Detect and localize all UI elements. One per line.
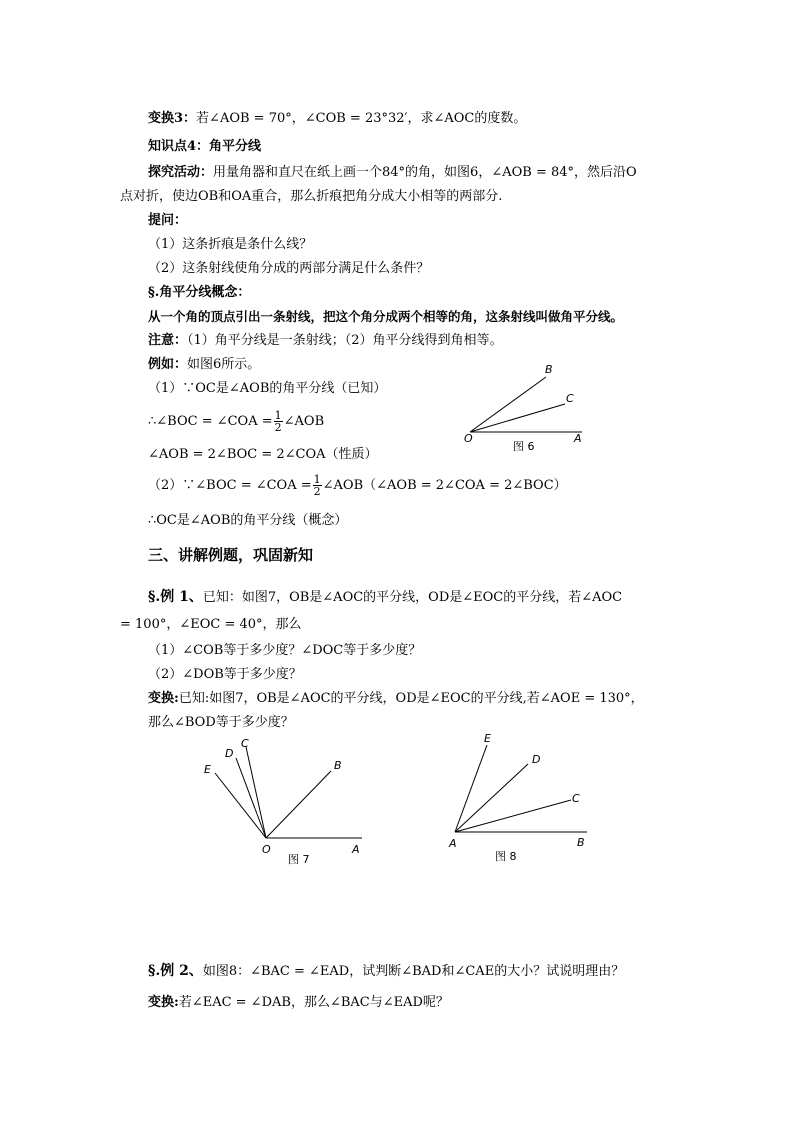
example-1-cont: = 100°，∠EOC = 40°，那么 bbox=[120, 617, 302, 632]
example-2 bbox=[148, 962, 624, 981]
fig7-label-d: D bbox=[225, 747, 234, 760]
label-variation-2: 变换: bbox=[148, 995, 179, 1010]
fig6-label-o: O bbox=[464, 432, 473, 445]
text-example: 如图6所示。 bbox=[187, 357, 261, 372]
label-variation-3: 变换3： bbox=[148, 111, 197, 126]
fig7-label-b: B bbox=[334, 759, 342, 772]
proof-line-2-pre: ∴∠BOC = ∠COA = bbox=[148, 414, 273, 429]
example-1-q2: （2）∠DOB等于多少度？ bbox=[148, 667, 302, 682]
text-explore: 用量角器和直尺在纸上画一个84°的角，如图6，∠AOB = 84°，然后沿O bbox=[213, 165, 637, 180]
text-variation-3: 若∠AOB = 70°，∠COB = 23°32′，求∠AOC的度数。 bbox=[196, 111, 527, 126]
fig7-caption: 图 7 bbox=[288, 853, 310, 866]
fig8-label-e: E bbox=[484, 732, 491, 745]
label-example-2: §.例 2、 bbox=[148, 963, 203, 979]
fig6-label-c: C bbox=[566, 392, 574, 405]
fig6-caption: 图 6 bbox=[513, 440, 535, 453]
example-1-q1: （1）∠COB等于多少度？∠DOC等于多少度？ bbox=[148, 643, 422, 658]
variation-line bbox=[148, 690, 644, 708]
fig7-label-a: A bbox=[352, 843, 360, 856]
label-note: 注意： bbox=[148, 333, 188, 348]
label-example: 例如： bbox=[148, 357, 188, 372]
proof-line-5: ∴OC是∠AOB的角平分线（概念） bbox=[148, 513, 348, 528]
fig7-label-o: O bbox=[262, 843, 271, 856]
line-explore bbox=[148, 164, 637, 182]
fig8-ray-ae bbox=[455, 745, 487, 832]
line-note bbox=[148, 332, 503, 350]
fig8-label-a: A bbox=[449, 837, 457, 850]
variation-cont: 那么∠BOD等于多少度？ bbox=[148, 715, 294, 730]
section-heading: 三、讲解例题，巩固新知 bbox=[148, 546, 314, 564]
proof-line-2 bbox=[148, 408, 324, 436]
line-variation-3 bbox=[148, 110, 526, 128]
text-example-1: 已知：如图7，OB是∠AOC的平分线，OD是∠EOC的平分线，若∠AOC bbox=[202, 590, 623, 605]
example-1 bbox=[148, 588, 622, 607]
proof-line-4-pre: （2）∵∠BOC = ∠COA = bbox=[148, 478, 312, 493]
text-variation-2: 若∠EAC = ∠DAB，那么∠BAC与∠EAD呢？ bbox=[178, 995, 449, 1010]
fig7-label-c: C bbox=[241, 737, 249, 750]
fig8-label-c: C bbox=[572, 792, 580, 805]
fraction-num: 1 bbox=[274, 409, 282, 422]
fig6-ray-oc bbox=[470, 404, 565, 432]
fraction-half-2 bbox=[313, 474, 322, 497]
fraction-num-2: 1 bbox=[313, 473, 321, 486]
proof-line-1: （1）∵OC是∠AOB的角平分线（已知） bbox=[148, 381, 387, 396]
text-variation: 已知:如图7，OB是∠AOC的平分线，OD是∠EOC的平分线,若∠AOE = 130°， bbox=[178, 691, 644, 706]
proof-line-2-post: ∠AOB bbox=[283, 414, 325, 429]
question-1: （1）这条折痕是条什么线？ bbox=[148, 237, 313, 252]
label-variation: 变换: bbox=[148, 691, 179, 706]
proof-line-4 bbox=[148, 472, 567, 500]
heading-bisector-concept: §.角平分线概念： bbox=[148, 285, 251, 300]
fraction-half bbox=[274, 410, 283, 433]
fraction-den: 2 bbox=[274, 421, 282, 434]
line-explore-cont: 点对折，使边OB和OA重合，那么折痕把角分成大小相等的两部分. bbox=[120, 189, 503, 204]
heading-knowledge-point-4: 知识点4：角平分线 bbox=[148, 139, 262, 154]
fig6-label-b: B bbox=[545, 363, 553, 376]
proof-line-3: ∠AOB = 2∠BOC = 2∠COA（性质） bbox=[148, 447, 378, 462]
bisector-definition: 从一个角的顶点引出一条射线，把这个角分成两个相等的角，这条射线叫做角平分线。 bbox=[148, 309, 624, 324]
proof-line-4-post: ∠AOB（∠AOB = 2∠COA = 2∠BOC） bbox=[322, 478, 567, 493]
label-question: 提问： bbox=[148, 213, 188, 228]
figure-8 bbox=[440, 728, 600, 868]
label-example-1: §.例 1、 bbox=[148, 589, 203, 605]
fig8-label-b: B bbox=[577, 836, 585, 849]
question-2: （2）这条射线使角分成的两部分满足什么条件？ bbox=[148, 261, 430, 276]
line-example bbox=[148, 356, 260, 374]
fig7-ray-ob bbox=[266, 771, 331, 838]
figure-7 bbox=[200, 735, 370, 870]
text-example-2: 如图8：∠BAC = ∠EAD，试判断∠BAD和∠CAE的大小？试说明理由？ bbox=[202, 964, 625, 979]
fig6-label-a: A bbox=[574, 432, 582, 445]
fig8-caption: 图 8 bbox=[495, 850, 517, 863]
text-note: （1）角平分线是一条射线；（2）角平分线得到角相等。 bbox=[187, 333, 503, 348]
fraction-den-2: 2 bbox=[313, 485, 321, 498]
figure-6 bbox=[460, 360, 590, 460]
fig8-label-d: D bbox=[532, 753, 541, 766]
variation-2 bbox=[148, 994, 449, 1012]
fig6-ray-ob bbox=[470, 377, 546, 432]
fig7-label-e: E bbox=[204, 763, 211, 776]
label-explore: 探究活动： bbox=[148, 165, 214, 180]
